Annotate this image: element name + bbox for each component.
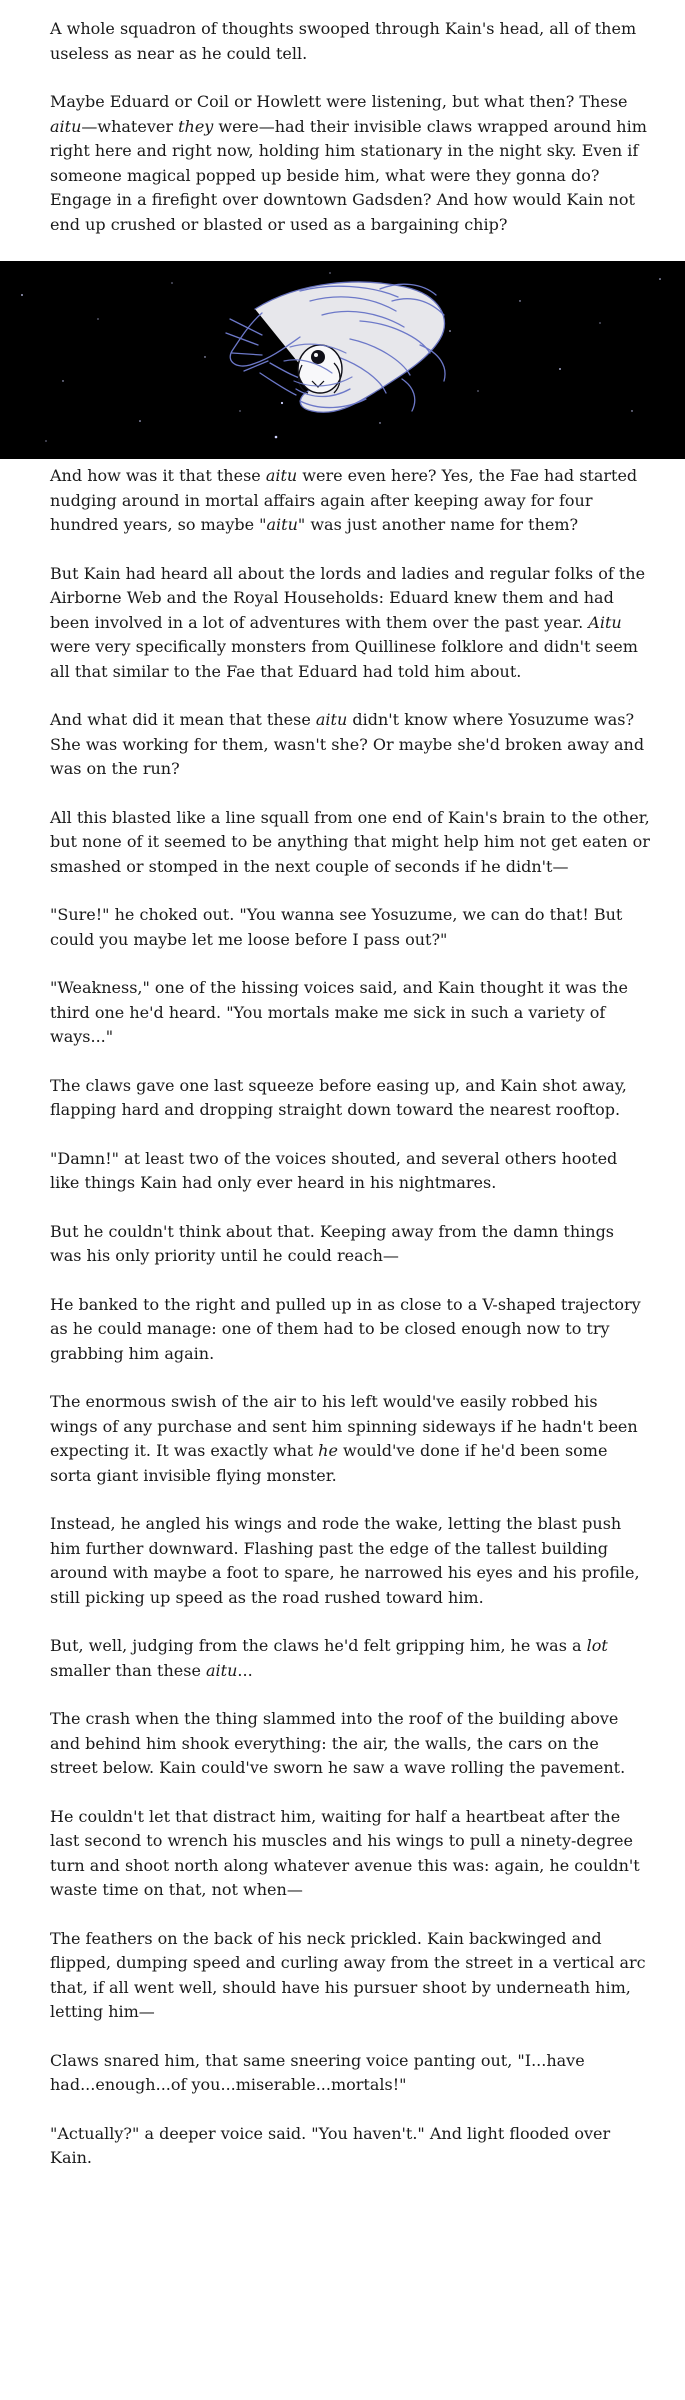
paragraph-text: The claws gave one last squeeze before easing up, and Kain shot away, flapping hard and dropping straight down toward the nearest rooftop. (50, 1075, 627, 1119)
story-paragraph (50, 1220, 650, 1269)
paragraph-text: The enormous swish of the air to his left would've easily robbed his wings of any purchase and sent him spinning sideways if he hadn't been expecting it. It was exactly what (50, 1392, 638, 1460)
story-paragraph (50, 2049, 650, 2098)
story-paragraph (50, 1805, 650, 1903)
paragraph-text: ... (237, 1660, 253, 1680)
paragraph-text: would've done if he'd been some sorta giant invisible flying monster. (50, 1441, 608, 1485)
text-block-before (0, 0, 650, 237)
emphasis-text: aitu (50, 116, 82, 136)
story-paragraph (50, 1634, 650, 1683)
paragraph-text: But Kain had heard all about the lords and ladies and regular folks of the Airborne Web and the Royal Households: Eduard knew them and had been involved in a lot of adventures with them over the past year. (50, 563, 646, 632)
story-paragraph (50, 1390, 650, 1488)
emphasis-text: he (318, 1441, 338, 1460)
paragraph-text: And how was it that these (50, 466, 266, 485)
emphasis-text: aitu (206, 1660, 238, 1680)
story-paragraph (50, 1512, 650, 1610)
story-paragraph (50, 2122, 650, 2171)
paragraph-text: "Actually?" a deeper voice said. "You haven't." And light flooded over Kain. (50, 2123, 611, 2167)
emphasis-text: aitu (266, 515, 298, 534)
story-paragraph (50, 464, 650, 538)
paragraph-text: He couldn't let that distract him, waiting for half a heartbeat after the last second to wrench his muscles and his wings to pull a ninety-degree turn and shoot north along whatever avenue this was: again, he couldn't waste time on that, not when— (50, 1806, 640, 1899)
paragraph-text: smaller than these (50, 1660, 206, 1680)
story-paragraph (50, 1927, 650, 2025)
paragraph-text: He banked to the right and pulled up in as close to a V-shaped trajectory as he could manage: one of them had to be closed enough now to try grabbing him again. (50, 1294, 641, 1363)
paragraph-text: And what did it mean that these (50, 710, 316, 729)
story-paragraph (50, 976, 650, 1050)
story-paragraph (50, 903, 650, 952)
paragraph-text: The feathers on the back of his neck prickled. Kain backwinged and flipped, dumping speed and curling away from the street in a vertical arc that, if all went well, should have his pursuer shoot by underneath him, letting him— (50, 1928, 646, 2021)
paragraph-text: The crash when the thing slammed into the roof of the building above and behind him shook everything: the air, the walls, the cars on the street below. Kain could've sworn he saw a wave rolling the pavement. (50, 1709, 626, 1777)
paragraph-text: "Damn!" at least two of the voices shouted, and several others hooted like things Kain had only ever heard in his nightmares. (50, 1148, 618, 1192)
emphasis-text: Aitu (588, 612, 622, 632)
bird-in-claw-illustration (0, 261, 685, 459)
paragraph-text: All this blasted like a line squall from one end of Kain's brain to the other, but none of it seemed to be anything that might help him not get eaten or smashed or stomped in the next couple of seconds if he didn't— (50, 807, 650, 876)
text-block-after (0, 459, 650, 2171)
paragraph-text: A whole squadron of thoughts swooped through Kain's head, all of them useless as near as he could tell. (50, 19, 637, 63)
paragraph-text: were very specifically monsters from Quillinese folklore and didn't seem all that similar to the Fae that Eduard had told him about. (50, 637, 638, 681)
story-paragraph (50, 90, 650, 237)
paragraph-text: were even here? Yes, the Fae had started nudging around in mortal affairs again after keeping away for four hundred years, so maybe " (50, 466, 638, 534)
paragraph-text: were—had their invisible claws wrapped around him right here and right now, holding him stationary in the night sky. Even if someone magical popped up beside him, what were they gonna do? Engage in a firefight over downtown Gadsden? And how would Kain not end up crushed or blasted or used as a bargaining chip? (50, 116, 647, 234)
story-paragraph (50, 806, 650, 880)
paragraph-text: But, well, judging from the claws he'd felt gripping him, he was a (50, 1636, 587, 1655)
story-paragraph (50, 708, 650, 782)
paragraph-text: Claws snared him, that same sneering voice panting out, "I...have had...enough...of you...miserable...mortals!" (50, 2050, 585, 2094)
emphasis-text: aitu (315, 710, 348, 729)
paragraph-text: " was just another name for them? (297, 515, 579, 534)
paragraph-text: But he couldn't think about that. Keeping away from the damn things was his only priority until he could reach— (50, 1221, 615, 1265)
story-paragraph (50, 1707, 650, 1781)
illustration-banner (0, 261, 685, 459)
story-paragraph (50, 562, 650, 685)
paragraph-text: —whatever (81, 116, 179, 136)
emphasis-text: they (178, 116, 214, 136)
paragraph-text: Maybe Eduard or Coil or Howlett were listening, but what then? These (50, 92, 628, 111)
paragraph-text: "Sure!" he choked out. "You wanna see Yosuzume, we can do that! But could you maybe let me loose before I pass out?" (50, 905, 623, 949)
story-paragraph (50, 1147, 650, 1196)
paragraph-text: didn't know where Yosuzume was? She was working for them, wasn't she? Or maybe she'd broken away and was on the run? (50, 710, 645, 778)
story-paragraph (50, 17, 650, 66)
paragraph-text: "Weakness," one of the hissing voices said, and Kain thought it was the third one he'd heard. "You mortals make me sick in such a variety of ways..." (50, 978, 629, 1046)
emphasis-text: lot (586, 1636, 608, 1655)
paragraph-text: Instead, he angled his wings and rode the wake, letting the blast push him further downward. Flashing past the edge of the tallest building around with maybe a foot to spare, he narrowed his eyes and his profile, still picking up speed as the road rushed toward him. (50, 1514, 640, 1607)
story-paragraph (50, 1293, 650, 1367)
emphasis-text: aitu (265, 466, 298, 485)
story-paragraph (50, 1074, 650, 1123)
